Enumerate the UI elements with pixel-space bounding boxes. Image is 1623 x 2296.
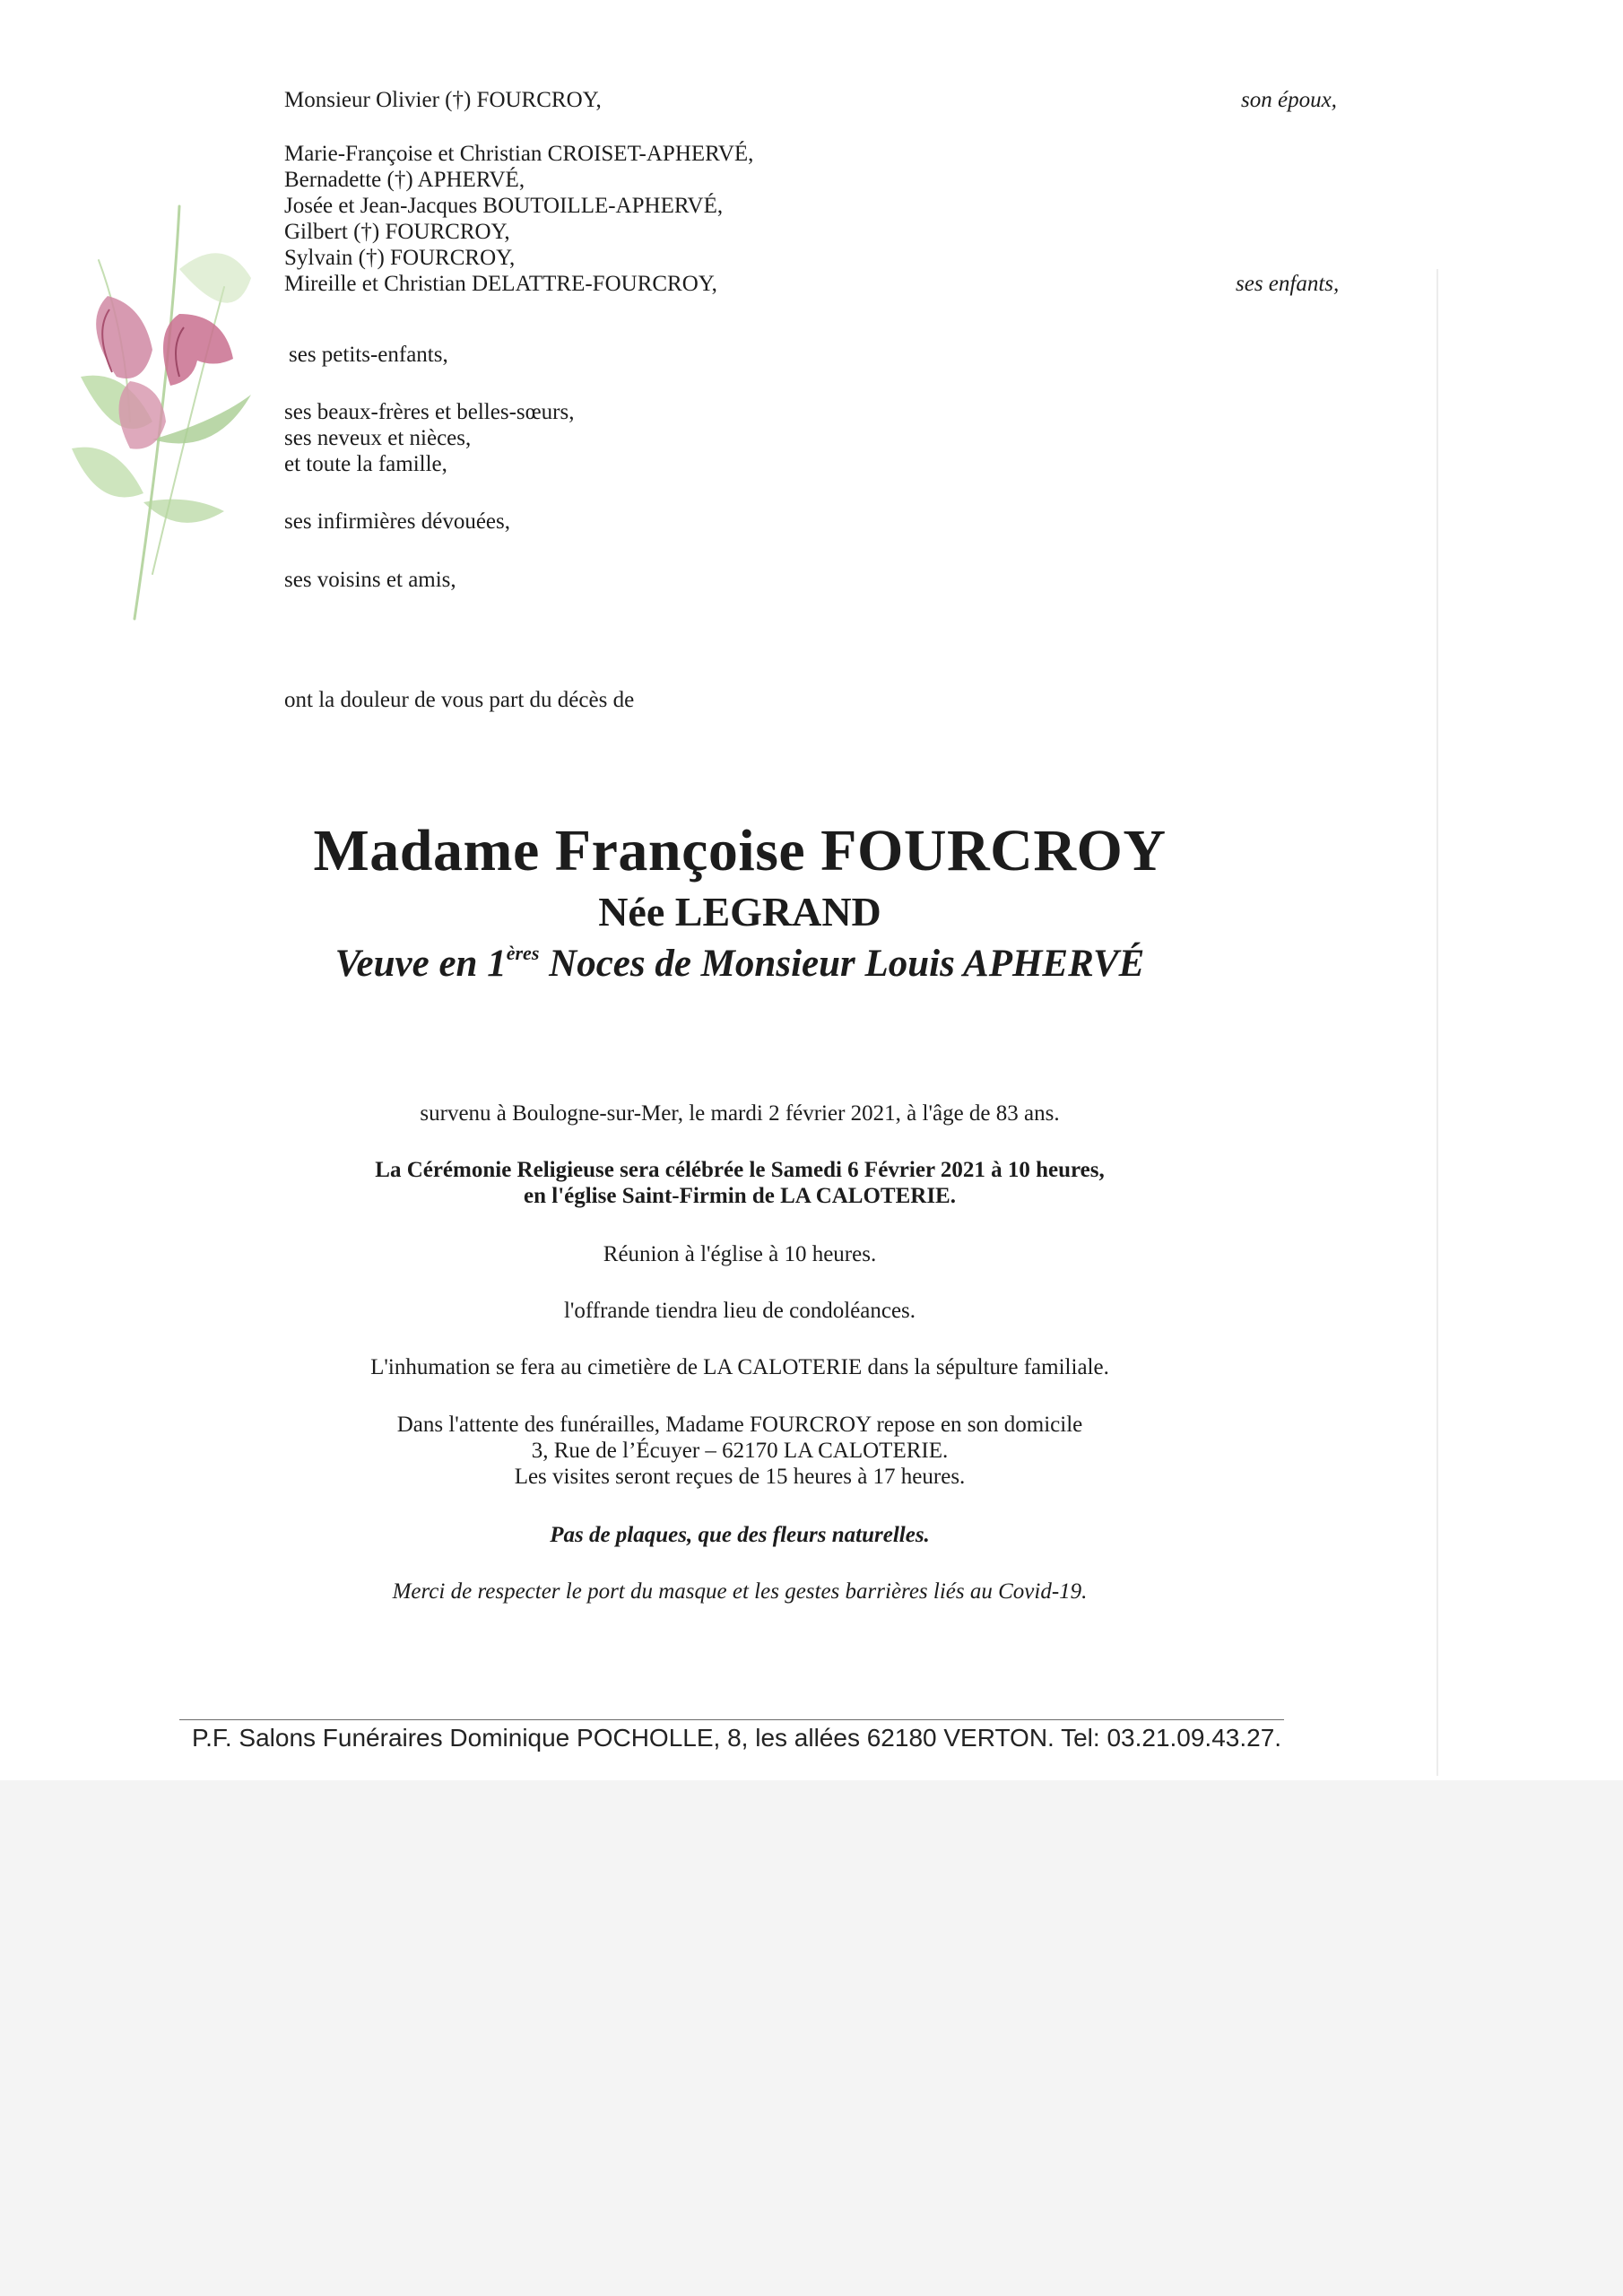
friends-line: ses voisins et amis,: [284, 568, 456, 592]
burial-note: L'inhumation se fera au cimetière de LA CALOTERIE dans la sépulture familiale.: [370, 1355, 1109, 1379]
rest-block: [260, 1412, 1219, 1490]
maiden-name: Née LEGRAND: [598, 889, 881, 935]
extended-family-line: ses neveux et nièces,: [284, 426, 472, 450]
footer-divider: [179, 1719, 1284, 1720]
calla-lily-flower-illustration: [45, 152, 260, 637]
ceremony-block: [260, 1157, 1219, 1209]
child-line: Josée et Jean-Jacques BOUTOILLE-APHERVÉ,: [284, 194, 724, 218]
deceased-name: Madame Françoise FOURCROY: [313, 818, 1167, 883]
extended-family-line: et toute la famille,: [284, 452, 447, 476]
meeting-note: Réunion à l'église à 10 heures.: [603, 1242, 877, 1266]
child-line: Sylvain (†) FOURCROY,: [284, 246, 516, 270]
flowers-note: Pas de plaques, que des fleurs naturelles.: [550, 1523, 930, 1547]
ceremony-line: La Cérémonie Religieuse sera célébrée le Samedi 6 Février 2021 à 10 heures,: [375, 1158, 1105, 1182]
widow-superscript: ères: [506, 942, 540, 964]
child-line: Marie-Françoise et Christian CROISET-APHERVÉ,: [284, 142, 754, 166]
covid-note: Merci de respecter le port du masque et les gestes barrières liés au Covid-19.: [392, 1579, 1088, 1604]
child-line: Gilbert (†) FOURCROY,: [284, 220, 510, 244]
funeral-home-footer: P.F. Salons Funéraires Dominique POCHOLLE, 8, les allées 62180 VERTON. Tel: 03.21.09.43.27.: [192, 1724, 1282, 1752]
death-details: survenu à Boulogne-sur-Mer, le mardi 2 février 2021, à l'âge de 83 ans.: [420, 1101, 1060, 1126]
rest-line: 3, Rue de l’Écuyer – 62170 LA CALOTERIE.: [531, 1439, 949, 1463]
children-role: ses enfants,: [1236, 272, 1340, 296]
ceremony-line: en l'église Saint-Firmin de LA CALOTERIE.: [524, 1184, 956, 1208]
nurses-line: ses infirmières dévouées,: [284, 509, 511, 534]
scan-background: [0, 1780, 1623, 2296]
offering-note: l'offrande tiendra lieu de condoléances.: [563, 1299, 916, 1323]
child-line: Mireille et Christian DELATTRE-FOURCROY,: [284, 272, 717, 296]
spouse-name: Monsieur Olivier (†) FOURCROY,: [284, 88, 602, 112]
child-line: Bernadette (†) APHERVÉ,: [284, 168, 525, 192]
announcement: ont la douleur de vous part du décès de: [284, 688, 635, 712]
rest-line: Les visites seront reçues de 15 heures à 17 heures.: [514, 1465, 966, 1489]
rest-line: Dans l'attente des funérailles, Madame FOURCROY repose en son domicile: [396, 1413, 1083, 1437]
extended-family-line: ses beaux-frères et belles-sœurs,: [284, 400, 575, 424]
widow-suffix: Noces de Monsieur Louis APHERVÉ: [539, 943, 1145, 985]
deceased-title-block: [260, 816, 1219, 990]
widow-line: [260, 938, 1219, 990]
spouse-role: son époux,: [1241, 88, 1337, 112]
grandchildren-line: ses petits-enfants,: [289, 343, 448, 367]
widow-prefix: Veuve en 1: [334, 943, 507, 985]
paper-edge: [1436, 269, 1438, 1776]
